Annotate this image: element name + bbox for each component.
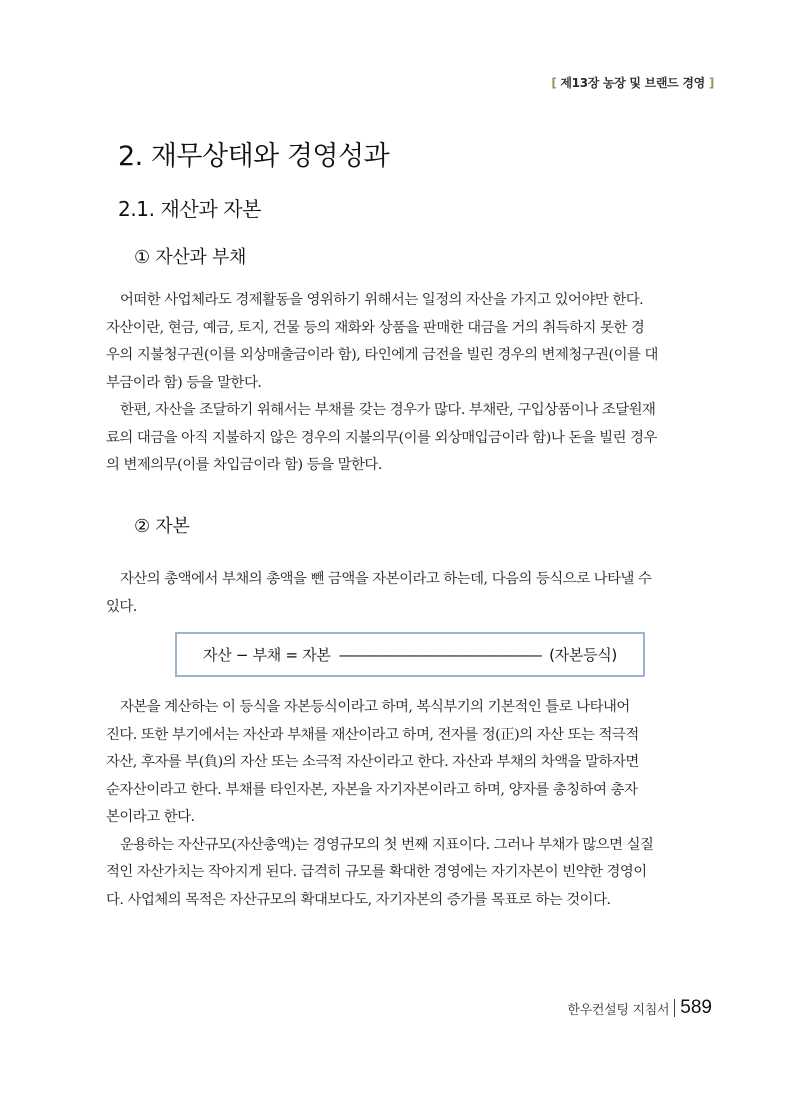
book-title: 한우컨설팅 지침서: [567, 1002, 670, 1018]
text-line: 자산이란, 현금, 예금, 토지, 건물 등의 재화와 상품을 판매한 대금을 거의 취득하지 못한 경: [106, 319, 645, 336]
text-line: 료의 대금을 아직 지불하지 않은 경우의 지불의무(이를 외상매입금이라 함)나 돈을 빌린 경우: [106, 429, 657, 446]
subsection-title: 2.1. 재산과 자본: [118, 197, 262, 221]
item1-paragraphs: [106, 287, 718, 480]
text-line: 자본을 계산하는 이 등식을 자본등식이라고 하며, 복식부기의 기본적인 틀로 나타내어: [120, 699, 630, 715]
text-line: 있다.: [106, 598, 137, 615]
bracket-open: [: [551, 76, 557, 90]
text-line: 본이라고 한다.: [106, 809, 195, 825]
text-line: 자산의 총액에서 부채의 총액을 뺀 금액을 자본이라고 하는데, 다음의 등식으로 나타낼 수: [120, 571, 652, 587]
footer-divider: [674, 999, 675, 1017]
chapter-title: 제13장 농장 및 브랜드 경영: [560, 76, 705, 90]
section-title: 2. 재무상태와 경영성과: [118, 141, 390, 172]
page-number: 589: [680, 997, 712, 1018]
text-line: 우의 지불청구권(이를 외상매출금이라 함), 타인에게 금전을 빌린 경우의 변제청구권(이를 대: [106, 347, 658, 363]
text-line: 순자산이라고 한다. 부채를 타인자본, 자본을 자기자본이라고 하며, 양자를 총칭하여 총자: [106, 781, 638, 798]
item2-paragraphs: [106, 694, 718, 914]
item2-intro: [106, 566, 718, 621]
item2-title: ② 자본: [134, 516, 190, 537]
text-line: 부금이라 함) 등을 말한다.: [106, 374, 262, 391]
text-line: 진다. 또한 부기에서는 자산과 부채를 재산이라고 하며, 전자를 정(正)의 자산 또는 적극적: [106, 726, 639, 743]
text-line: 자산, 후자를 부(負)의 자산 또는 소극적 자산이라고 한다. 자산과 부채의 차액을 말하자면: [106, 754, 639, 770]
page-footer: [567, 997, 712, 1019]
chapter-header: [551, 74, 714, 91]
text-line: 운용하는 자산규모(자산총액)는 경영규모의 첫 번째 지표이다. 그러나 부채가 많으면 실질: [120, 836, 654, 853]
text-line: 의 변제의무(이를 차입금이라 함) 등을 말한다.: [106, 457, 382, 473]
equation-dashes: ———————————————: [338, 645, 542, 664]
text-line: 다. 사업체의 목적은 자산규모의 확대보다도, 자기자본의 증가를 목표로 하는 것이다.: [106, 891, 611, 908]
capital-equation-box: [175, 632, 645, 677]
text-line: 적인 자산가치는 작아지게 된다. 급격히 규모를 확대한 경영에는 자기자본이 빈약한 경영이: [106, 864, 647, 880]
equation-text: 자산 − 부채 = 자본: [203, 646, 331, 664]
text-line: 어떠한 사업체라도 경제활동을 영위하기 위해서는 일정의 자산을 가지고 있어야만 한다.: [120, 292, 644, 308]
item1-title: ① 자산과 부채: [134, 247, 247, 268]
bracket-close: ]: [708, 76, 714, 90]
equation-label: (자본등식): [549, 646, 617, 664]
text-line: 한편, 자산을 조달하기 위해서는 부채를 갖는 경우가 많다. 부채란, 구입상품이나 조달원재: [120, 402, 656, 418]
